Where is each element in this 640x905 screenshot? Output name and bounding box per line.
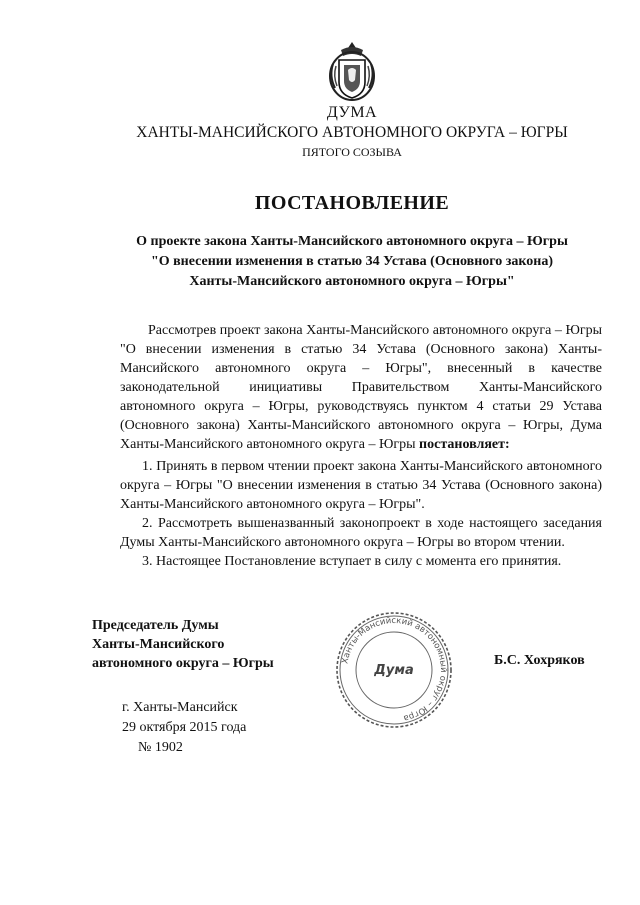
date: 29 октября 2015 года	[122, 720, 247, 735]
coat-of-arms-icon	[327, 40, 377, 102]
svg-text:Ханты-Мансийский автономный ок: Ханты-Мансийский автономный округ – Югра	[340, 615, 449, 723]
signer-title-line: автономного округа – Югры	[92, 656, 274, 671]
convocation: ПЯТОГО СОЗЫВА	[302, 145, 402, 159]
signer-title-line: Ханты-Мансийского	[92, 637, 225, 652]
signer-title	[92, 616, 274, 673]
subject-line: Ханты-Мансийского автономного округа – Югры"	[189, 274, 515, 289]
subject-line: "О внесении изменения в статью 34 Устава (Основного закона)	[150, 254, 554, 269]
document-subject	[90, 232, 614, 292]
parliament-name: ДУМА	[326, 104, 378, 121]
resolves-word: постановляет:	[419, 437, 510, 452]
signer-title-line: Председатель Думы	[92, 618, 219, 633]
document-number: № 1902	[138, 740, 183, 755]
region-name: ХАНТЫ-МАНСИЙСКОГО АВТОНОМНОГО ОКРУГА – ЮГРЫ	[136, 124, 568, 141]
resolution-items	[120, 457, 602, 571]
preamble	[120, 321, 602, 454]
list-item: 2. Рассмотреть вышеназванный законопроект в ходе настоящего заседания Думы Ханты-Мансийского автономного округа – Югры во втором чтении.	[120, 516, 602, 550]
signer-name: Б.С. Хохряков	[494, 653, 585, 668]
subject-line: О проекте закона Ханты-Мансийского автономного округа – Югры	[136, 234, 568, 249]
document-type-title: ПОСТАНОВЛЕНИЕ	[254, 192, 450, 214]
city: г. Ханты-Мансийск	[122, 700, 238, 715]
list-item: 3. Настоящее Постановление вступает в силу с момента его принятия.	[142, 554, 562, 569]
official-seal-stamp	[334, 610, 454, 730]
svg-text:Дума: Дума	[374, 663, 414, 678]
list-item: 1. Принять в первом чтении проект закона Ханты-Мансийского автономного округа – Югры "О внесении изменения в статью 34 Устава (Основного закона) Ханты-Мансийского автономного округа – Югры".	[120, 459, 602, 512]
preamble-text: Рассмотрев проект закона Ханты-Мансийского автономного округа – Югры "О внесении изменения в статью 34 Устава (Основного закона) Ханты-Мансийского автономного округа – Югры", внесенный в качестве законодательной инициативы Правительством Ханты-Мансийского автономного округа – Югры, руководствуясь пунктом 4 статьи 29 Устава (Основного закона) Ханты-Мансийского автономного округа – Югры, Дума Ханты-Мансийского автономного округа – Югры	[120, 323, 602, 452]
place-date-number	[122, 698, 246, 758]
